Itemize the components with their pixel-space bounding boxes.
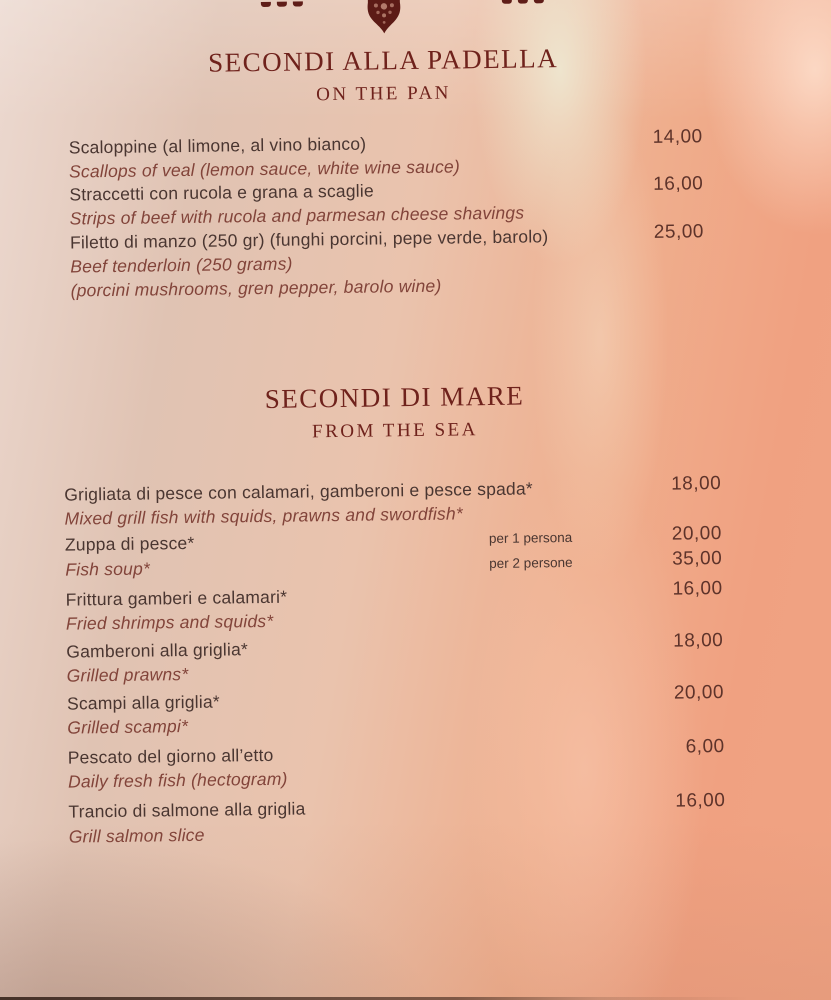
item-name: Scampi alla griglia* — [66, 691, 220, 714]
item-translation: (porcini mushrooms, gren pepper, barolo wine) — [70, 275, 442, 301]
item-name: Filetto di manzo (250 gr) (funghi porcini, pepe verde, barolo) — [69, 226, 549, 253]
section-subtitle: ON THE PAN — [316, 82, 452, 106]
portion-note: per 2 persone — [489, 554, 573, 572]
cropped-ornament-fragment-left — [261, 1, 303, 7]
item-translation: Fried shrimps and squids* — [65, 610, 274, 634]
section-subtitle: FROM THE SEA — [311, 419, 479, 443]
item-price: 6,00 — [685, 735, 725, 758]
item-price: 16,00 — [653, 173, 704, 195]
item-translation: Daily fresh fish (hectogram) — [67, 768, 288, 792]
item-translation: Grilled prawns* — [66, 663, 189, 686]
item-translation: Grilled scampi* — [67, 715, 189, 738]
item-name: Straccetti con rucola e grana a scaglie — [69, 180, 374, 205]
item-name: Zuppa di pesce* — [64, 532, 195, 555]
item-translation: Mixed grill fish with squids, prawns and swordfish* — [64, 503, 463, 529]
cropped-ornament-fragment-right — [502, 0, 544, 4]
damask-pendant-icon — [361, 0, 407, 35]
item-name: Gamberoni alla griglia* — [66, 639, 249, 662]
item-price: 35,00 — [672, 547, 723, 570]
section-header-di-mare — [0, 376, 811, 448]
item-name: Grigliata di pesce con calamari, gamberoni e pesce spada* — [64, 478, 533, 505]
item-price: 25,00 — [653, 221, 705, 243]
section-title: SECONDI DI MARE — [264, 380, 525, 414]
section-header-padella — [0, 39, 799, 111]
item-price: 20,00 — [671, 522, 722, 545]
item-price: 16,00 — [675, 789, 726, 812]
item-name: Frittura gamberi e calamari* — [65, 586, 288, 610]
item-name: Trancio di salmone alla griglia — [68, 798, 306, 822]
item-price: 18,00 — [671, 472, 722, 495]
item-price: 20,00 — [673, 681, 725, 704]
item-price: 14,00 — [652, 126, 703, 148]
item-translation: Fish soup* — [65, 558, 151, 580]
item-translation: Beef tenderloin (250 grams) — [70, 253, 293, 277]
item-name: Scaloppine (al limone, al vino bianco) — [68, 133, 367, 158]
portion-note: per 1 persona — [488, 529, 573, 547]
item-price: 18,00 — [673, 629, 724, 652]
item-name: Pescato del giorno all’etto — [67, 744, 274, 768]
section-title: SECONDI ALLA PADELLA — [207, 43, 559, 78]
item-price: 16,00 — [672, 577, 723, 600]
item-translation: Grill salmon slice — [68, 824, 205, 847]
item-translation: Strips of beef with rucola and parmesan cheese shavings — [69, 202, 525, 229]
item-translation: Scallops of veal (lemon sauce, white wine sauce) — [68, 156, 461, 182]
